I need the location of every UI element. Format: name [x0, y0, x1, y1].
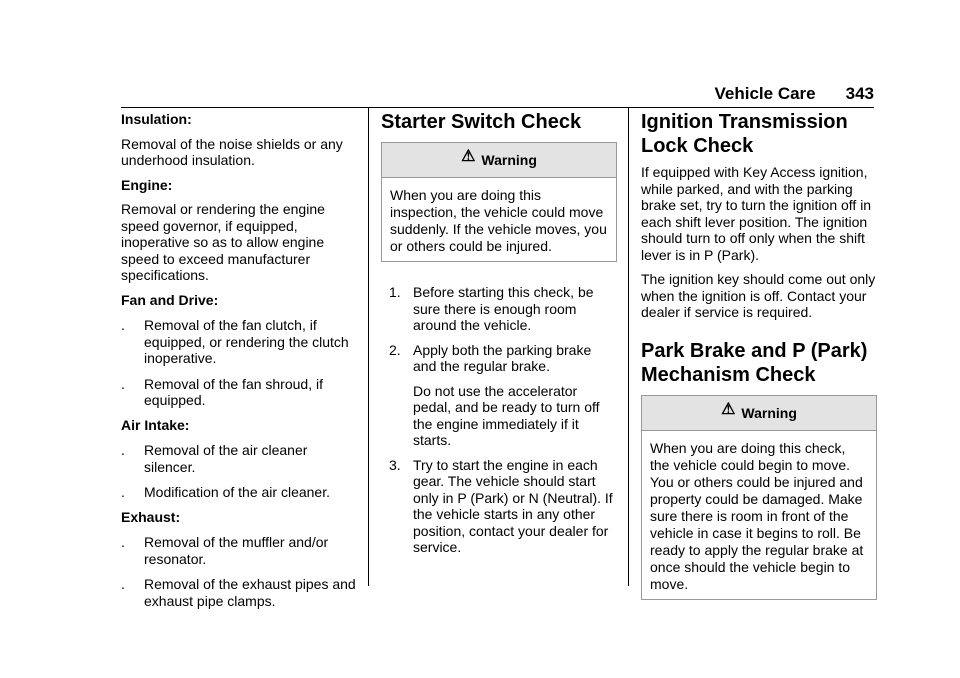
step-text: Before starting this check, be sure there is enough room around the vehicle.: [413, 284, 594, 333]
warning-title: Warning: [481, 152, 537, 168]
section-heading-starter: Starter Switch Check: [381, 111, 582, 133]
list-item: [121, 442, 356, 475]
warning-header: [642, 396, 876, 431]
page-header: [715, 84, 875, 104]
step-extra-text: Do not use the accelerator pedal, and be ready to turn off the engine immediately if it starts.: [413, 382, 600, 448]
column-middle: [381, 108, 617, 556]
list-item-text: Removal of the fan shroud, if equipped.: [144, 375, 323, 408]
warning-text: When you are doing this inspection, the vehicle could move suddenly. If the vehicle moves, you or others could be injured.: [390, 187, 607, 254]
warning-header: [382, 143, 616, 178]
step-text: Apply both the parking brake and the regular brake.: [413, 341, 592, 374]
list-item: [381, 342, 617, 449]
list-item: [121, 576, 356, 609]
step-number: 2.: [389, 341, 401, 358]
column-left: [121, 108, 356, 609]
column-divider: [368, 108, 369, 586]
bullet: .: [121, 576, 125, 592]
column-right: [641, 108, 877, 600]
list-item: [121, 484, 356, 501]
warning-box: [641, 395, 877, 600]
bullet: .: [121, 534, 125, 550]
list-item: [121, 534, 356, 567]
warning-title: Warning: [741, 404, 797, 421]
bullet: .: [121, 484, 125, 500]
list-item-text: Removal of the air cleaner silencer.: [144, 442, 308, 475]
subheading-air-intake: Air Intake:: [121, 416, 190, 433]
list-item: [121, 317, 356, 367]
engine-text: Removal or rendering the engine speed governor, if equipped, inoperative so as to allow engine speed to exceed manufacturer specifications.: [121, 201, 325, 283]
ignition-key-text: The ignition key should come out only when the ignition is off. Contact your dealer if service is required.: [641, 271, 876, 320]
list-item-text: Removal of the exhaust pipes and exhaust pipe clamps.: [144, 576, 356, 609]
subheading-insulation: Insulation:: [121, 111, 192, 127]
subheading-engine: Engine:: [121, 176, 173, 193]
section-heading-ignition: Ignition Transmission Lock Check: [641, 111, 848, 157]
warning-triangle-icon: ⚠: [461, 148, 476, 165]
subheading-exhaust: Exhaust:: [121, 508, 181, 525]
bullet: .: [121, 375, 125, 392]
list-item-text: Removal of the muffler and/or resonator.: [144, 534, 329, 567]
section-heading-park-brake: Park Brake and P (Park) Mechanism Check: [641, 339, 868, 386]
step-number: 3.: [389, 456, 401, 473]
ignition-text: If equipped with Key Access ignition, while parked, and with the parking brake set, try to turn the ignition off in each shift lever position. The ignition should turn to off only when the shift lever is in P (Park).: [641, 164, 872, 263]
list-item-text: Removal of the fan clutch, if equipped, or rendering the clutch inoperative.: [144, 317, 349, 366]
warning-text: When you are doing this check, the vehicle could begin to move. You or others could be injured and property could be damaged. Make sure there is room in front of the vehicle in case it begins to roll. Be ready to apply the regular brake at once should the vehicle begin to move.: [650, 439, 864, 592]
subheading-fan: Fan and Drive:: [121, 291, 219, 308]
list-item-text: Modification of the air cleaner.: [144, 484, 330, 500]
list-item: [381, 457, 617, 556]
insulation-text: Removal of the noise shields or any underhood insulation.: [121, 135, 343, 168]
step-text: Try to start the engine in each gear. The vehicle should start only in P (Park) or N (Neutral). If the vehicle starts in any other position, contact your dealer for service.: [413, 456, 613, 555]
list-item: [381, 284, 617, 334]
bullet: .: [121, 442, 125, 458]
section-title: Vehicle Care: [714, 84, 816, 103]
step-number: 1.: [389, 284, 401, 300]
list-item: [121, 376, 356, 409]
page-number: 343: [845, 84, 874, 103]
warning-triangle-icon: ⚠: [721, 400, 736, 418]
bullet: .: [121, 317, 125, 333]
warning-box: [381, 142, 617, 262]
column-divider: [628, 108, 629, 586]
